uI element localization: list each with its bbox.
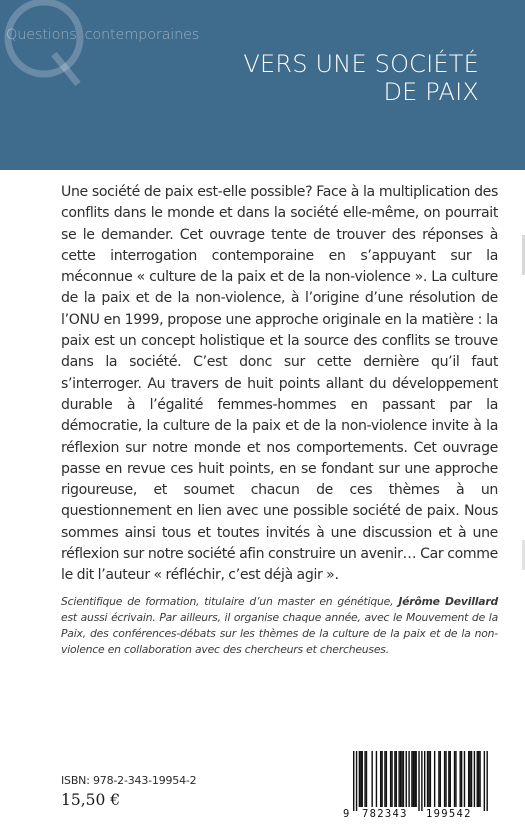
barcode-bar [359, 751, 360, 807]
barcode-digits [340, 808, 500, 822]
book-title-line-2: DE PAIX [383, 78, 479, 107]
price-text: 15,50 € [61, 791, 121, 809]
barcode-bar [371, 751, 372, 807]
barcode-bar [440, 751, 441, 807]
barcode-bar [396, 751, 397, 807]
barcode-bar [455, 751, 456, 807]
barcode-bar [438, 751, 439, 807]
barcode-bar [380, 751, 381, 807]
author-name: Jérôme Devillard [398, 595, 499, 608]
series-word-2: contemporaines [84, 27, 200, 43]
book-title [243, 50, 479, 107]
barcode-bar [474, 751, 475, 807]
barcode-bar [430, 751, 431, 807]
author-bio [61, 594, 498, 658]
barcode-bar [394, 751, 395, 807]
barcode-bar [427, 751, 428, 807]
book-title-line-1: VERS UNE SOCIÉTÉ [243, 50, 479, 78]
barcode-bar [376, 751, 377, 807]
barcode-bar [448, 751, 449, 807]
barcode-bar [400, 751, 401, 807]
barcode-bar [421, 751, 422, 811]
barcode-bar [391, 751, 392, 807]
barcode-bar [454, 751, 455, 807]
barcode-bar [477, 751, 478, 807]
barcode-bar [414, 751, 415, 807]
barcode-bar [408, 751, 409, 807]
barcode-bar [356, 751, 357, 811]
barcode-bar [445, 751, 446, 807]
barcode-bar [468, 751, 469, 807]
barcode-bar [411, 751, 412, 807]
barcode-bar [418, 751, 419, 811]
barcode-first-digit: 9 [343, 808, 350, 820]
barcode-bar [461, 751, 462, 807]
barcode-bar [450, 751, 451, 807]
series-name [6, 27, 207, 43]
barcode-bar [460, 751, 461, 807]
barcode-bar [428, 751, 429, 807]
cover-header [0, 0, 525, 170]
barcode-bar [434, 751, 435, 807]
barcode-bar [384, 751, 385, 807]
barcode-bar [469, 751, 470, 807]
barcode-bar [390, 751, 391, 807]
barcode-bar [444, 751, 445, 807]
barcode-bar [413, 751, 414, 807]
barcode [340, 749, 500, 825]
barcode-bar [364, 751, 365, 807]
series-word-1: Questions [6, 27, 77, 43]
barcode-bar [415, 751, 416, 807]
barcode-group-2: 199542 [426, 808, 472, 820]
barcode-bar [403, 751, 404, 807]
barcode-bar [401, 751, 402, 807]
barcode-bar [406, 751, 407, 807]
barcode-bar [362, 751, 363, 807]
author-bio-intro: Scientifique de formation, titulaire d’un master en génétique, [61, 595, 399, 608]
barcode-bar [398, 751, 399, 807]
isbn-text: ISBN: 978-2-343-19954-2 [61, 774, 197, 787]
barcode-bar [424, 751, 425, 807]
barcode-bar [381, 751, 382, 807]
barcode-bar [484, 751, 485, 811]
series-q-logo [0, 0, 96, 92]
barcode-bar [353, 751, 354, 811]
barcode-bar [471, 751, 472, 807]
barcode-bar [478, 751, 479, 807]
barcode-bar [386, 751, 387, 807]
barcode-bars [340, 749, 500, 811]
barcode-group-1: 782343 [362, 808, 408, 820]
author-bio-rest: est aussi écrivain. Par ailleurs, il organise chaque année, avec le Mouvement de la Paix, des conférences-débats sur les thèmes de la culture de la paix et de la non-violence en collaboration avec des chercheurs et chercheuses. [61, 611, 498, 656]
back-cover-blurb: Une société de paix est-elle possible? Face à la multiplication des conflits dans le monde et dans la société elle-même, on pourrait se le demander. Cet ouvrage tente de trouver des réponses à cette interrogation contemporaine en s’appuyant sur la méconnue « culture de la paix et de la non-violence ». La culture de la paix et de la non-violence, à l’origine d’une résolution de l’ONU en 1999, propose une approche originale en la matière : la paix est un concept holistique et la source des conflits se trouve dans la société. C’est donc sur cette dernière qu’il faut s’interroger. Au travers de huit points allant du développement durable à l’égalité femmes-hommes en passant par la démocratie, la culture de la paix et de la non-violence invite à la réflexion sur notre monde et nos comportements. Cet ouvrage passe en revue ces huit points, en se fondant sur une approche rigoureuse, et soumet chacun de ces thèmes à un questionnement en lien avec une possible société de paix. Nous sommes ainsi tous et toutes invités à une discussion et à une réflexion sur notre société afin construire un avenir… Car comme le dit l’auteur « réfléchir, c’est déjà agir ». [61, 184, 498, 584]
barcode-bar [360, 751, 361, 807]
barcode-bar [479, 751, 480, 807]
barcode-bar [486, 751, 487, 811]
barcode-bar [366, 751, 367, 807]
barcode-bar [464, 751, 465, 807]
